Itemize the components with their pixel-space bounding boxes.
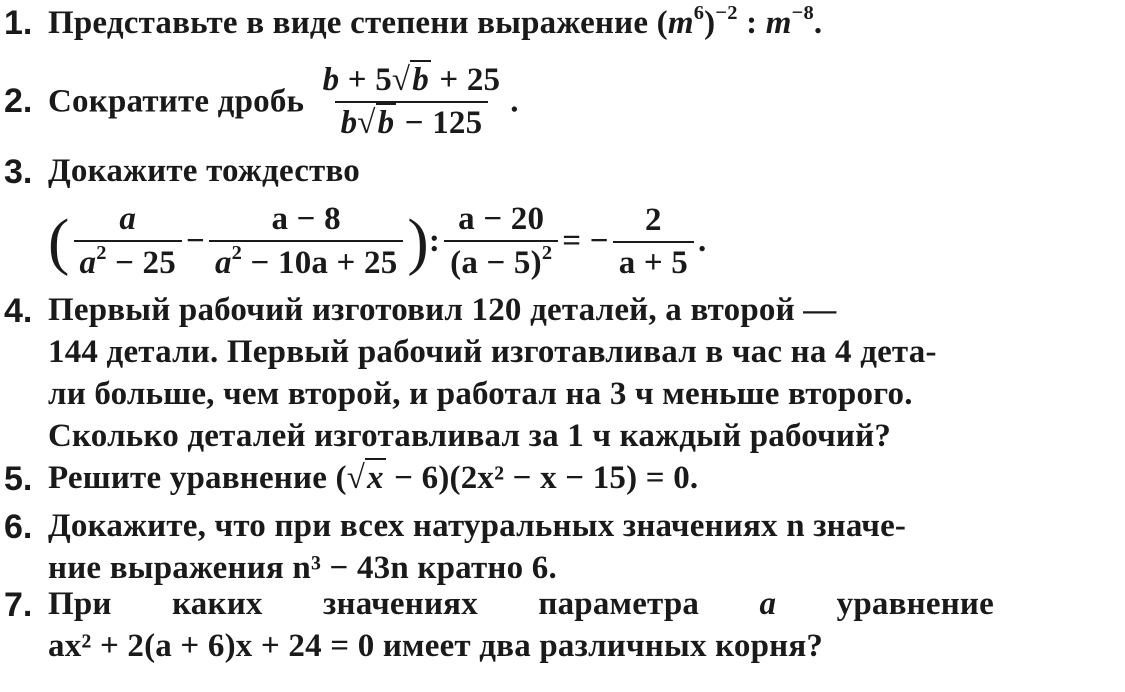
task-number: 6. [4,508,33,546]
task-line: ли больше, чем второй, и работал на 3 ч меньше второго. [48,376,913,412]
task-line: При каких значениях параметра a уравнение [48,586,994,622]
task-line: Докажите, что при всех натуральных значениях n значе- [48,508,907,544]
task-number: 2. [4,82,33,120]
task-text: Докажите тождество [48,153,360,189]
task-text: Представьте в виде степени выражение $(m^6)^{-2}$ : $m^{-8}$. [48,2,823,41]
task-text: Решите уравнение (√x − 6)(2x² − x − 15) = 0. [48,460,699,496]
task-text: Сократите дробь $\frac{b + 5√b + 25}{b√b - 125}$ . [48,62,519,141]
task-line: Первый рабочий изготовил 120 деталей, а второй — [48,292,837,328]
task-number: 5. [4,460,33,498]
task-number: 4. [4,292,33,330]
task-number: 3. [4,153,33,191]
task-line: ние выражения n³ − 43n кратно 6. [48,550,557,586]
task-number: 7. [4,586,33,624]
task-line: ax² + 2(a + 6)x + 24 = 0 имеет два различных корня? [48,628,824,664]
task-line: 144 детали. Первый рабочий изготавливал в час на 4 дета- [48,334,937,370]
fraction: $\frac{b + 5√b + 25}{b√b - 125}$ [322,62,501,141]
task-line: Сколько деталей изготавливал за 1 ч каждый рабочий? [48,418,892,454]
identity-formula: ( $\frac{a}{a^2 - 25}$ − $\frac{a - 8}{a^2 - 10a + 25}$ ): $\frac{a - 20}{(a - 5)^2}$ = − $\frac{2}{a + 5}$ . [48,201,707,281]
task-number: 1. [4,4,33,42]
